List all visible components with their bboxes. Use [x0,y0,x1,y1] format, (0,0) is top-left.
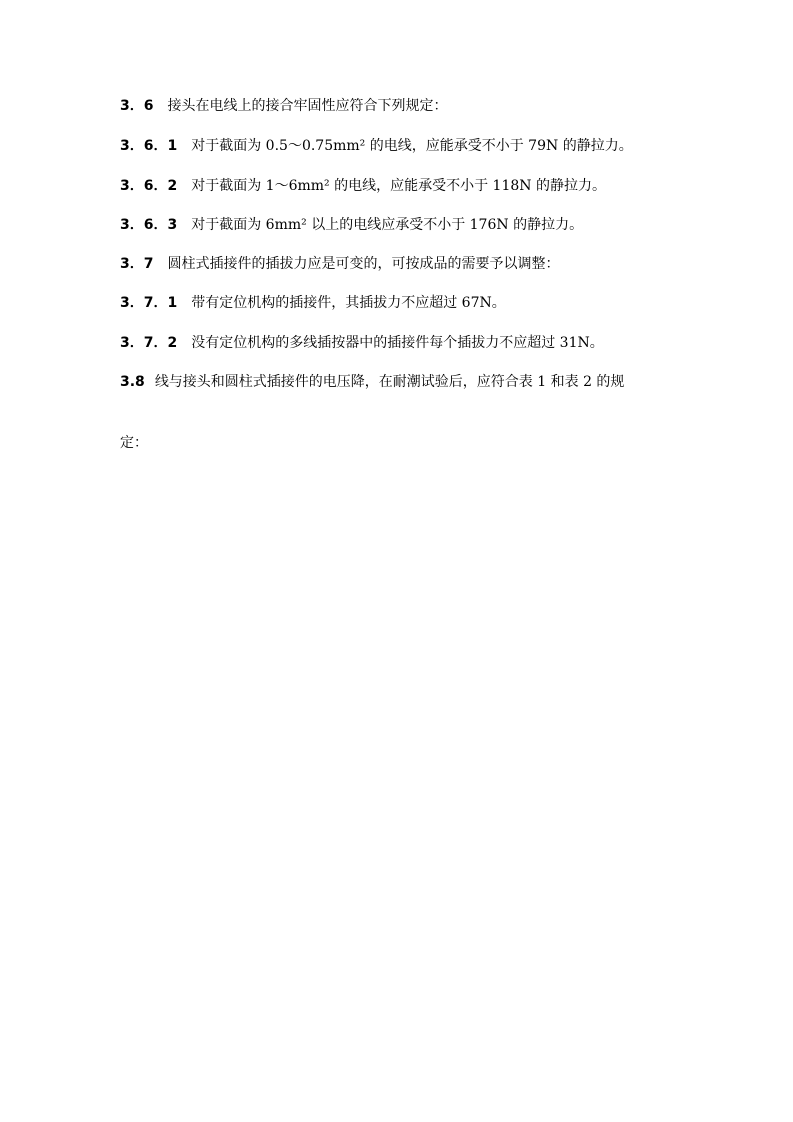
clause-3-6-1 [120,136,680,156]
clause-3-7 [120,254,680,274]
clause-text: 没有定位机构的多线插按器中的插接件每个插拔力不应超过 31N。 [191,335,604,351]
clause-number: 3．7．2 [120,335,178,351]
clause-text: 圆柱式插接件的插拔力应是可变的，可按成品的需要予以调整： [167,256,560,272]
clause-text: 接头在电线上的接合牢固性应符合下列规定： [167,98,448,114]
clause-3-6 [120,96,680,116]
clause-3-7-1 [120,293,680,313]
clause-text: 对于截面为 1～6mm² 的电线，应能承受不小于 118N 的静拉力。 [191,178,606,194]
clause-3-8 [120,372,680,392]
clause-3-6-3 [120,215,680,235]
clause-number: 3．6 [120,98,154,114]
clause-text: 对于截面为 6mm² 以上的电线应承受不小于 176N 的静拉力。 [191,217,584,233]
clause-3-7-2 [120,333,680,353]
clause-number: 3．6．1 [120,138,178,154]
clause-3-8-continuation: 定： [120,435,148,451]
clause-number: 3．6．2 [120,178,178,194]
clause-number: 3.8 [120,374,145,390]
clause-number: 3．6．3 [120,217,178,233]
clause-text: 线与接头和圆柱式插接件的电压降，在耐潮试验后，应符合表 1 和表 2 的规 [154,374,625,390]
clause-number: 3．7 [120,256,154,272]
clause-3-6-2 [120,176,680,196]
clause-text: 对于截面为 0.5～0.75mm² 的电线，应能承受不小于 79N 的静拉力。 [191,138,633,154]
clause-number: 3．7．1 [120,295,178,311]
clause-text: 带有定位机构的插接件，其插拔力不应超过 67N。 [191,295,506,311]
